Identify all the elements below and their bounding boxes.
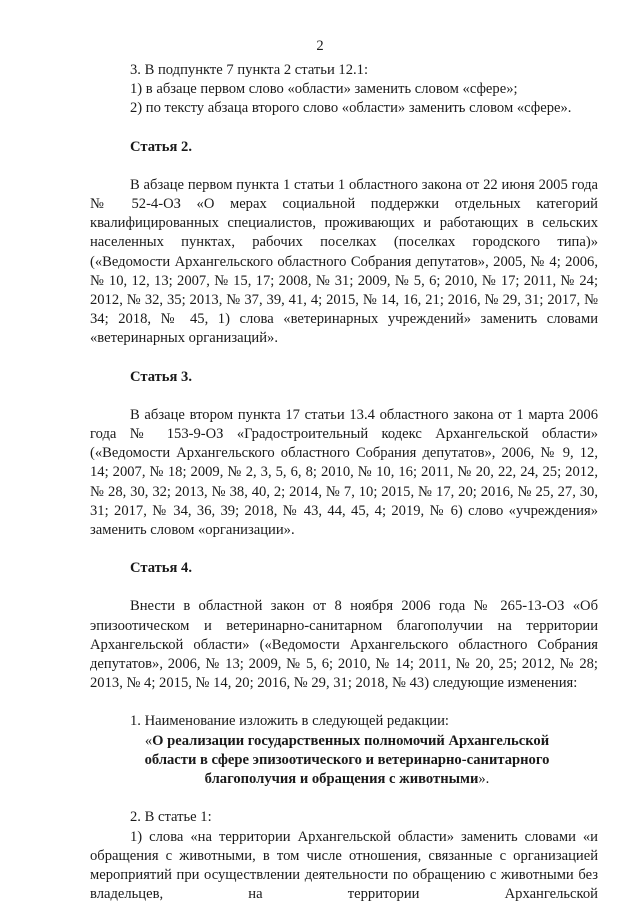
article-4-item-1: 1. Наименование изложить в следующей редакции: [130,713,449,730]
page-number: 2 [316,38,324,54]
new-title-text: О реализации государственных полномочий Архангельской области в сфере эпизоотического и ветеринарно-санитарного благополучия и обращения с животными [144,732,550,788]
subpoint-item-2: 2) по тексту абзаца второго слово «области» заменить словом «сфере». [130,100,572,117]
document-body [90,61,598,904]
article-4-item-2-text: 1) слова «на территории Архангельской области» заменить словами «и обращения с животными, в том числе отношения, связанные с организацией мероприятий при осуществлении деятельности по обращению с животными без владельцев, на территории Архангельской [90,828,598,903]
article-3-text: В абзаце втором пункта 17 статьи 13.4 областного закона от 1 марта 2006 года № 153-9-ОЗ «Градостроительный кодекс Архангельской области» («Ведомости Архангельского областного Собрания депутатов», 2006, № 9, 12, 14; 2007, № 18; 2009, № 2, 3, 5, 6, 8; 2010, № 10, 16; 2011, № 20, 22, 24, 25; 2012, № 28, 30, 32; 2013, № 38, 40, 2; 2014, № 7, 10; 2015, № 17, 20; 2016, № 25, 27, 30, 31; 2017, № 34, 36, 39; 2018, № 43, 44, 45, 4; 2019, № 6) слово «учреждения» заменить словом «организации». [90,406,598,539]
article-4-title: Статья 4. [130,560,192,577]
new-title-quote [90,732,598,790]
subpoint-heading: 3. В подпункте 7 пункта 2 статьи 12.1: [130,62,369,78]
article-3-title: Статья 3. [130,368,192,385]
spacer [90,693,598,712]
article-4-item-2: 2. В статье 1: [130,809,212,826]
quote-close: ». [478,771,490,788]
subpoint-item-1: 1) в абзаце первом слово «области» заменить словом «сфере»; [130,81,518,98]
spacer [90,789,598,808]
article-4-text: Внести в областной закон от 8 ноября 2006 года № 265-13-ОЗ «Об эпизоотическом и ветеринарно-санитарном благополучии на территории Архангельской области» («Ведомости Архангельского областного Собрания депутатов», 2006, № 13; 2009, № 5, 6; 2010, № 14; 2011, № 20, 25; 2012, № 28; 2013, № 4; 2015, № 14, 20; 2016, № 29, 31; 2018, № 43) следующие изменения: [90,598,598,692]
quote-open: « [144,732,153,749]
article-2-title: Статья 2. [130,138,192,155]
article-2-text: В абзаце первом пункта 1 статьи 1 областного закона от 22 июня 2005 года № 52-4-ОЗ «О мерах социальной поддержки отдельных категорий квалифицированных специалистов, проживающих и работающих в сельских населенных пунктах, рабочих поселках (поселках городского типа)» («Ведомости Архангельского областного Собрания депутатов», 2005, № 4; 2006, № 10, 12, 13; 2007, № 15, 17; 2008, № 31; 2009, № 5, 6; 2010, № 17; 2011, № 24; 2012, № 32, 35; 2013, № 37, 39, 41, 4; 2015, № 14, 16, 21; 2016, № 29, 31; 2017, № 34; 2018, № 45, 1) слова «ветеринарных учреждений» заменить словами «ветеринарных организаций». [90,176,598,347]
